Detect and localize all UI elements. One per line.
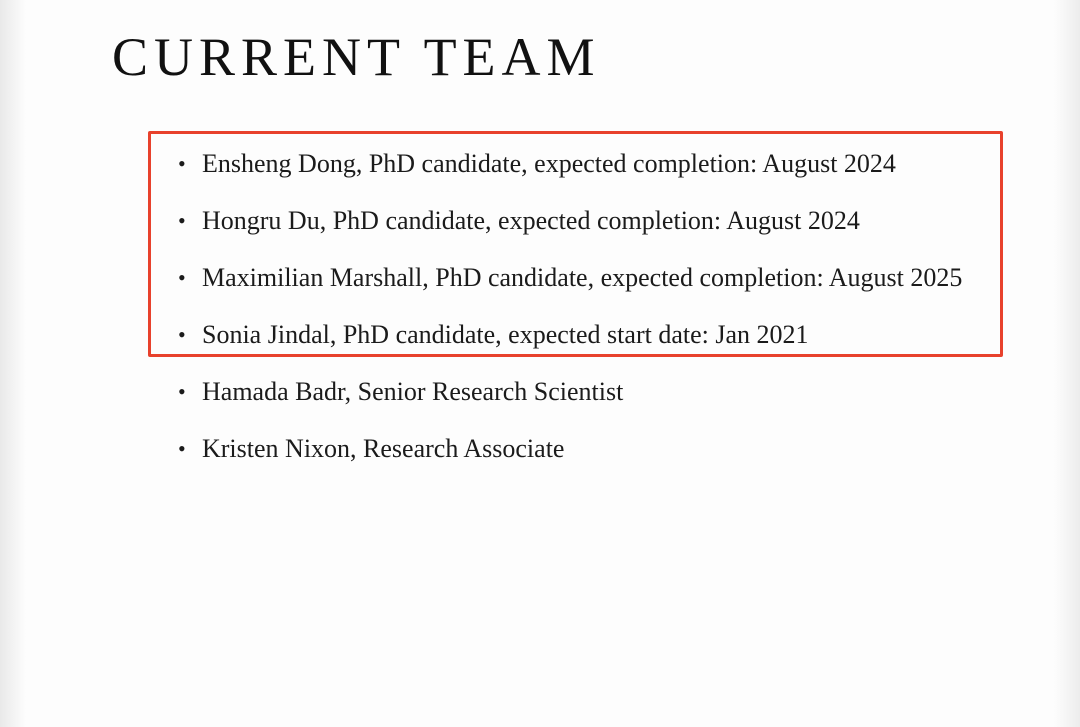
bullet-icon: • (178, 436, 186, 461)
list-item-label: Ensheng Dong, PhD candidate, expected completion: August 2024 (202, 149, 896, 178)
bullet-icon: • (178, 379, 186, 404)
list-item (150, 135, 1030, 192)
list-item (150, 420, 1030, 477)
bullet-icon: • (178, 322, 186, 347)
list-item-label: Hamada Badr, Senior Research Scientist (202, 377, 624, 406)
list-item-label: Maximilian Marshall, PhD candidate, expected completion: August 2025 (202, 263, 963, 292)
list-item-label: Sonia Jindal, PhD candidate, expected start date: Jan 2021 (202, 320, 809, 349)
list-item-label: Hongru Du, PhD candidate, expected completion: August 2024 (202, 206, 860, 235)
bullet-icon: • (178, 208, 186, 233)
bullet-icon: • (178, 265, 186, 290)
list-item (150, 363, 1030, 420)
bullet-icon: • (178, 151, 186, 176)
team-list (150, 135, 1030, 477)
list-item (150, 192, 1030, 249)
list-item (150, 306, 1030, 363)
page-left-edge-shading (0, 0, 26, 727)
page-right-edge-shading (1054, 0, 1080, 727)
list-item-label: Kristen Nixon, Research Associate (202, 434, 565, 463)
page-title: CURRENT TEAM (112, 27, 601, 87)
list-item (150, 249, 1030, 306)
